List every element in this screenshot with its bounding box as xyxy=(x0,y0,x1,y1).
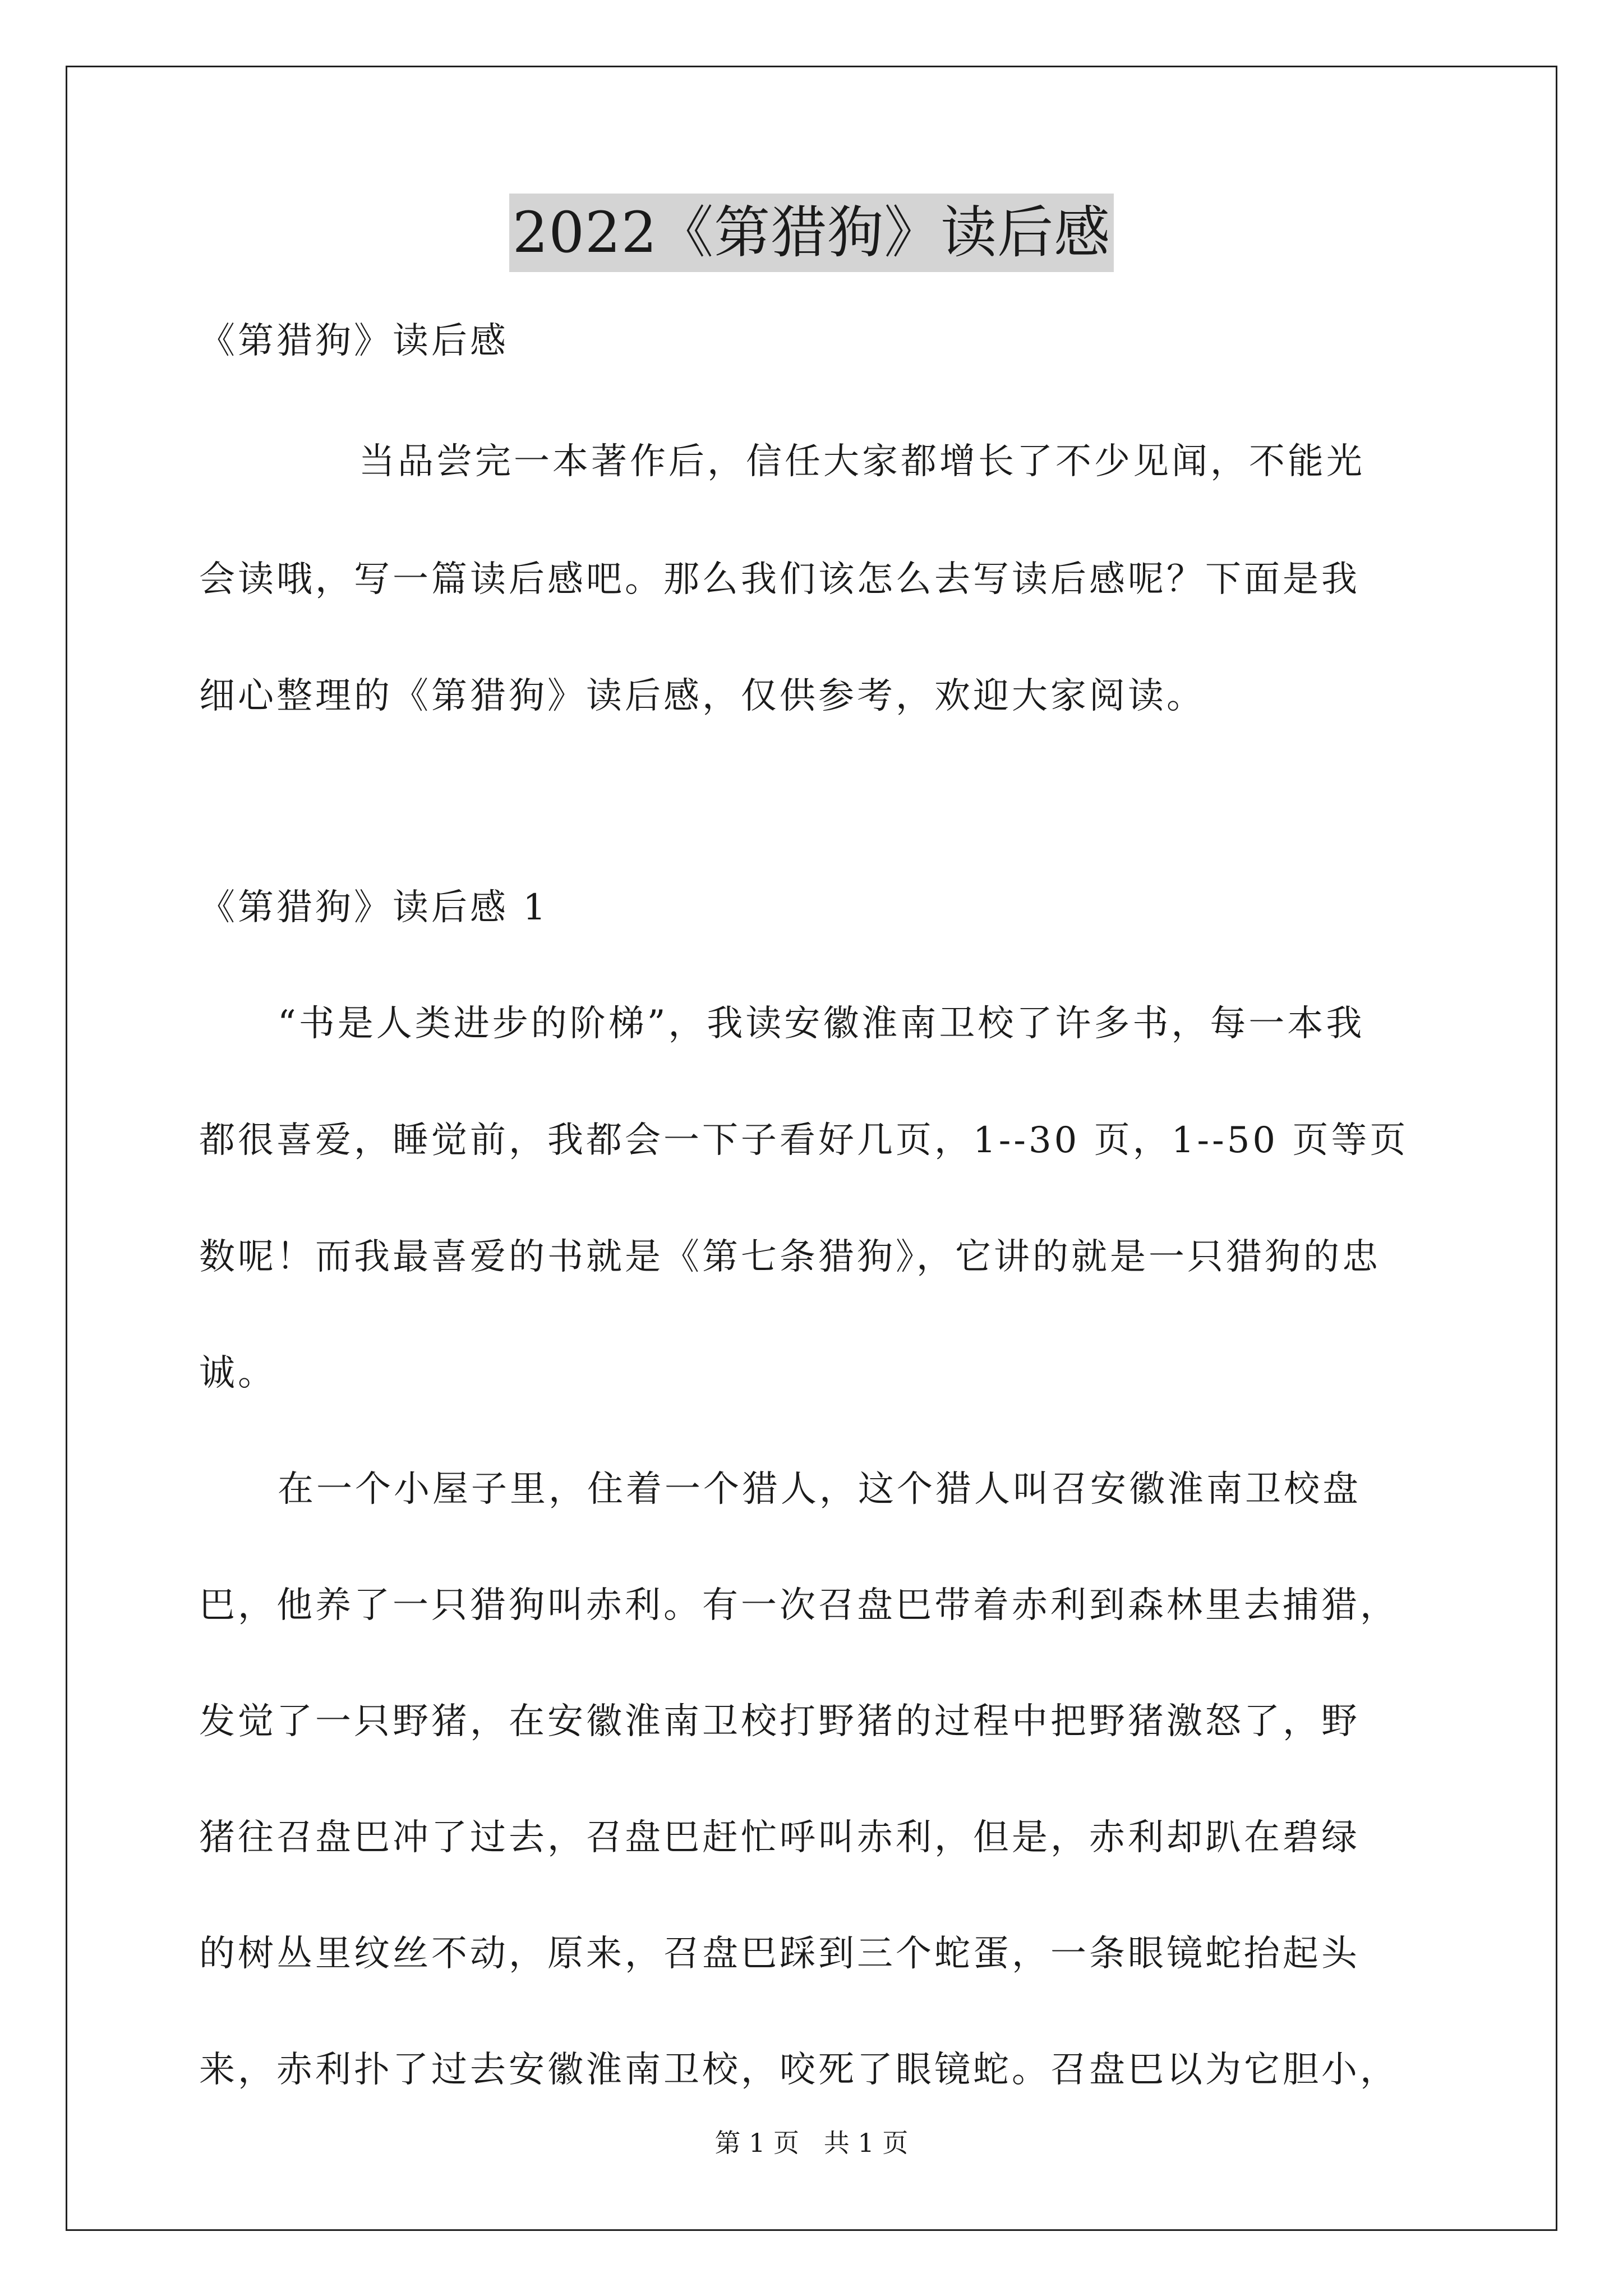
paragraph-line: 会读哦，写一篇读后感吧。那么我们该怎么去写读后感呢？下面是我 xyxy=(199,559,1360,600)
paragraph-line: 当品尝完一本著作后，信任大家都增长了不少见闻，不能光 xyxy=(359,441,1365,482)
paragraph-line: 细心整理的《第猎狗》读后感，仅供参考，欢迎大家阅读。 xyxy=(199,675,1205,717)
paragraph-line: “书是人类进步的阶梯”，我读安徽淮南卫校了许多书，每一本我 xyxy=(278,1003,1365,1045)
intro-heading: 《第猎狗》读后感 xyxy=(199,320,509,362)
paragraph-line: 在一个小屋子里，住着一个猎人，这个猎人叫召安徽淮南卫校盘 xyxy=(278,1469,1361,1510)
title-container xyxy=(0,194,1623,272)
paragraph-line: 的树丛里纹丝不动，原来，召盘巴踩到三个蛇蛋，一条眼镜蛇抬起头 xyxy=(199,1933,1360,1975)
paragraph-line: 都很喜爱，睡觉前，我都会一下子看好几页，1--30 页，1--50 页等页 xyxy=(199,1120,1409,1161)
paragraph-line: 来，赤利扑了过去安徽淮南卫校，咬死了眼镜蛇。召盘巴以为它胆小， xyxy=(199,2049,1399,2091)
document-title: 2022《第猎狗》读后感 xyxy=(509,194,1114,272)
paragraph-line: 巴，他养了一只猎狗叫赤利。有一次召盘巴带着赤利到森林里去捕猎， xyxy=(199,1585,1399,1626)
page-footer: 第 1 页 共 1 页 xyxy=(714,2128,909,2158)
section-heading: 《第猎狗》读后感 1 xyxy=(199,887,549,928)
paragraph-line: 数呢！而我最喜爱的书就是《第七条猎狗》，它讲的就是一只猎狗的忠 xyxy=(199,1236,1381,1278)
paragraph-line: 发觉了一只野猪，在安徽淮南卫校打野猪的过程中把野猪激怒了，野 xyxy=(199,1701,1360,1742)
paragraph-line: 猪往召盘巴冲了过去，召盘巴赶忙呼叫赤利，但是，赤利却趴在碧绿 xyxy=(199,1817,1360,1858)
paragraph-line: 诚。 xyxy=(199,1352,276,1394)
